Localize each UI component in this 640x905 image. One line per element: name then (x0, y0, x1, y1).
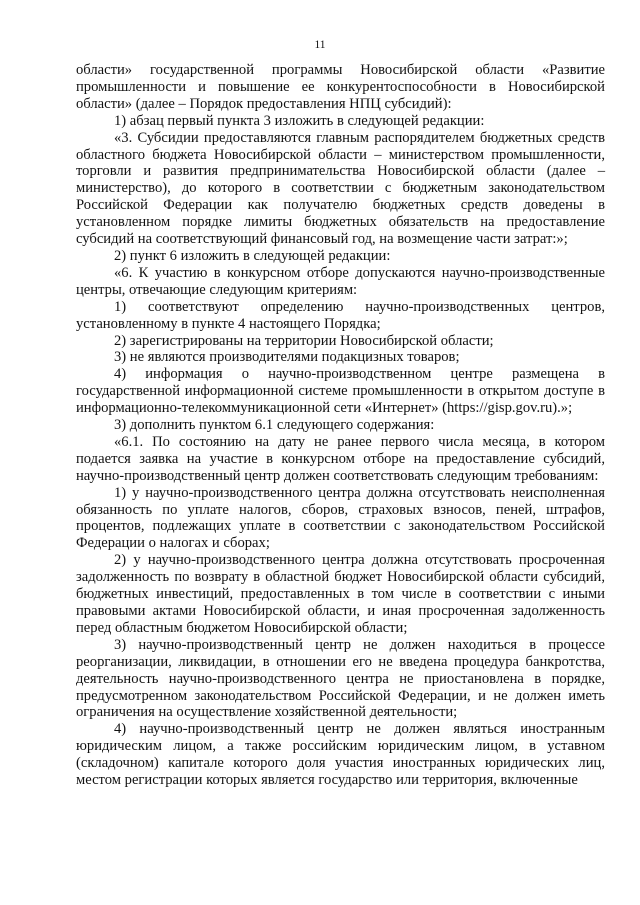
paragraph: 4) информация о научно-производственном центре размещена в государственной информационной системе промышленности в открытом доступе в информационно-телекоммуникационной сети «Интернет» (https://gisp.gov.ru).»; (76, 366, 605, 417)
paragraph: 1) соответствуют определению научно-производственных центров, установленному в пункте 4 настоящего Порядка; (76, 298, 605, 332)
page-number: 11 (314, 39, 326, 51)
paragraph: 2) у научно-производственного центра должна отсутствовать просроченная задолженность по возврату в областной бюджет Новосибирской области субсидий, бюджетных инвестиций, предоставленных в том числе в соответствии с иными правовыми актами Новосибирской области, и иная просроченная задолженность перед областным бюджетом Новосибирской области; (76, 552, 605, 636)
paragraph: 4) научно-производственный центр не должен являться иностранным юридическим лицом, а также российским юридическим лицом, в уставном (складочном) капитале которого доля участия иностранных юридических лиц, местом регистрации которых является государство или территория, включенные (76, 721, 605, 789)
paragraph: «6. К участию в конкурсном отборе допускаются научно-производственные центры, отвечающие следующим критериям: (76, 264, 605, 298)
document-body (76, 62, 605, 789)
paragraph: 3) научно-производственный центр не должен находиться в процессе реорганизации, ликвидации, в отношении его не введена процедура банкротства, деятельность научно-производственного центра не приостановлена в порядке, предусмотренном законодательством Российской Федерации, и не должен иметь ограничения на осуществление хозяйственной деятельности; (76, 636, 605, 721)
paragraph: области» государственной программы Новосибирской области «Развитие промышленности и повышение ее конкурентоспособности в Новосибирской области» (далее – Порядок предоставления НПЦ субсидий): (76, 62, 605, 112)
paragraph: 2) зарегистрированы на территории Новосибирской области; (114, 332, 494, 349)
paragraph: 3) не являются производителями подакцизных товаров; (114, 349, 460, 366)
paragraph: 3) дополнить пунктом 6.1 следующего содержания: (114, 417, 435, 434)
paragraph: «3. Субсидии предоставляются главным распорядителем бюджетных средств областного бюджета Новосибирской области – министерством промышленности, торговли и развития предпринимательства Новосибирской области (далее – министерство), до которого в соответствии с бюджетным законодательством Российской Федерации как получателю бюджетных средств доведены в установленном порядке лимиты бюджетных обязательств на предоставление субсидий на соответствующий финансовый год, на возмещение части затрат:»; (76, 129, 605, 248)
paragraph: 1) у научно-производственного центра должна отсутствовать неисполненная обязанность по уплате налогов, сборов, страховых взносов, пеней, штрафов, процентов, подлежащих уплате в соответствии с законодательством Российской Федерации о налогах и сборах; (76, 484, 605, 552)
paragraph: 2) пункт 6 изложить в следующей редакции: (114, 247, 391, 264)
paragraph: 1) абзац первый пункта 3 изложить в следующей редакции: (114, 112, 485, 129)
paragraph: «6.1. По состоянию на дату не ранее первого числа месяца, в котором подается заявка на участие в конкурсном отборе на предоставление субсидий, научно-производственный центр должен соответствовать следующим требованиям: (76, 433, 605, 484)
